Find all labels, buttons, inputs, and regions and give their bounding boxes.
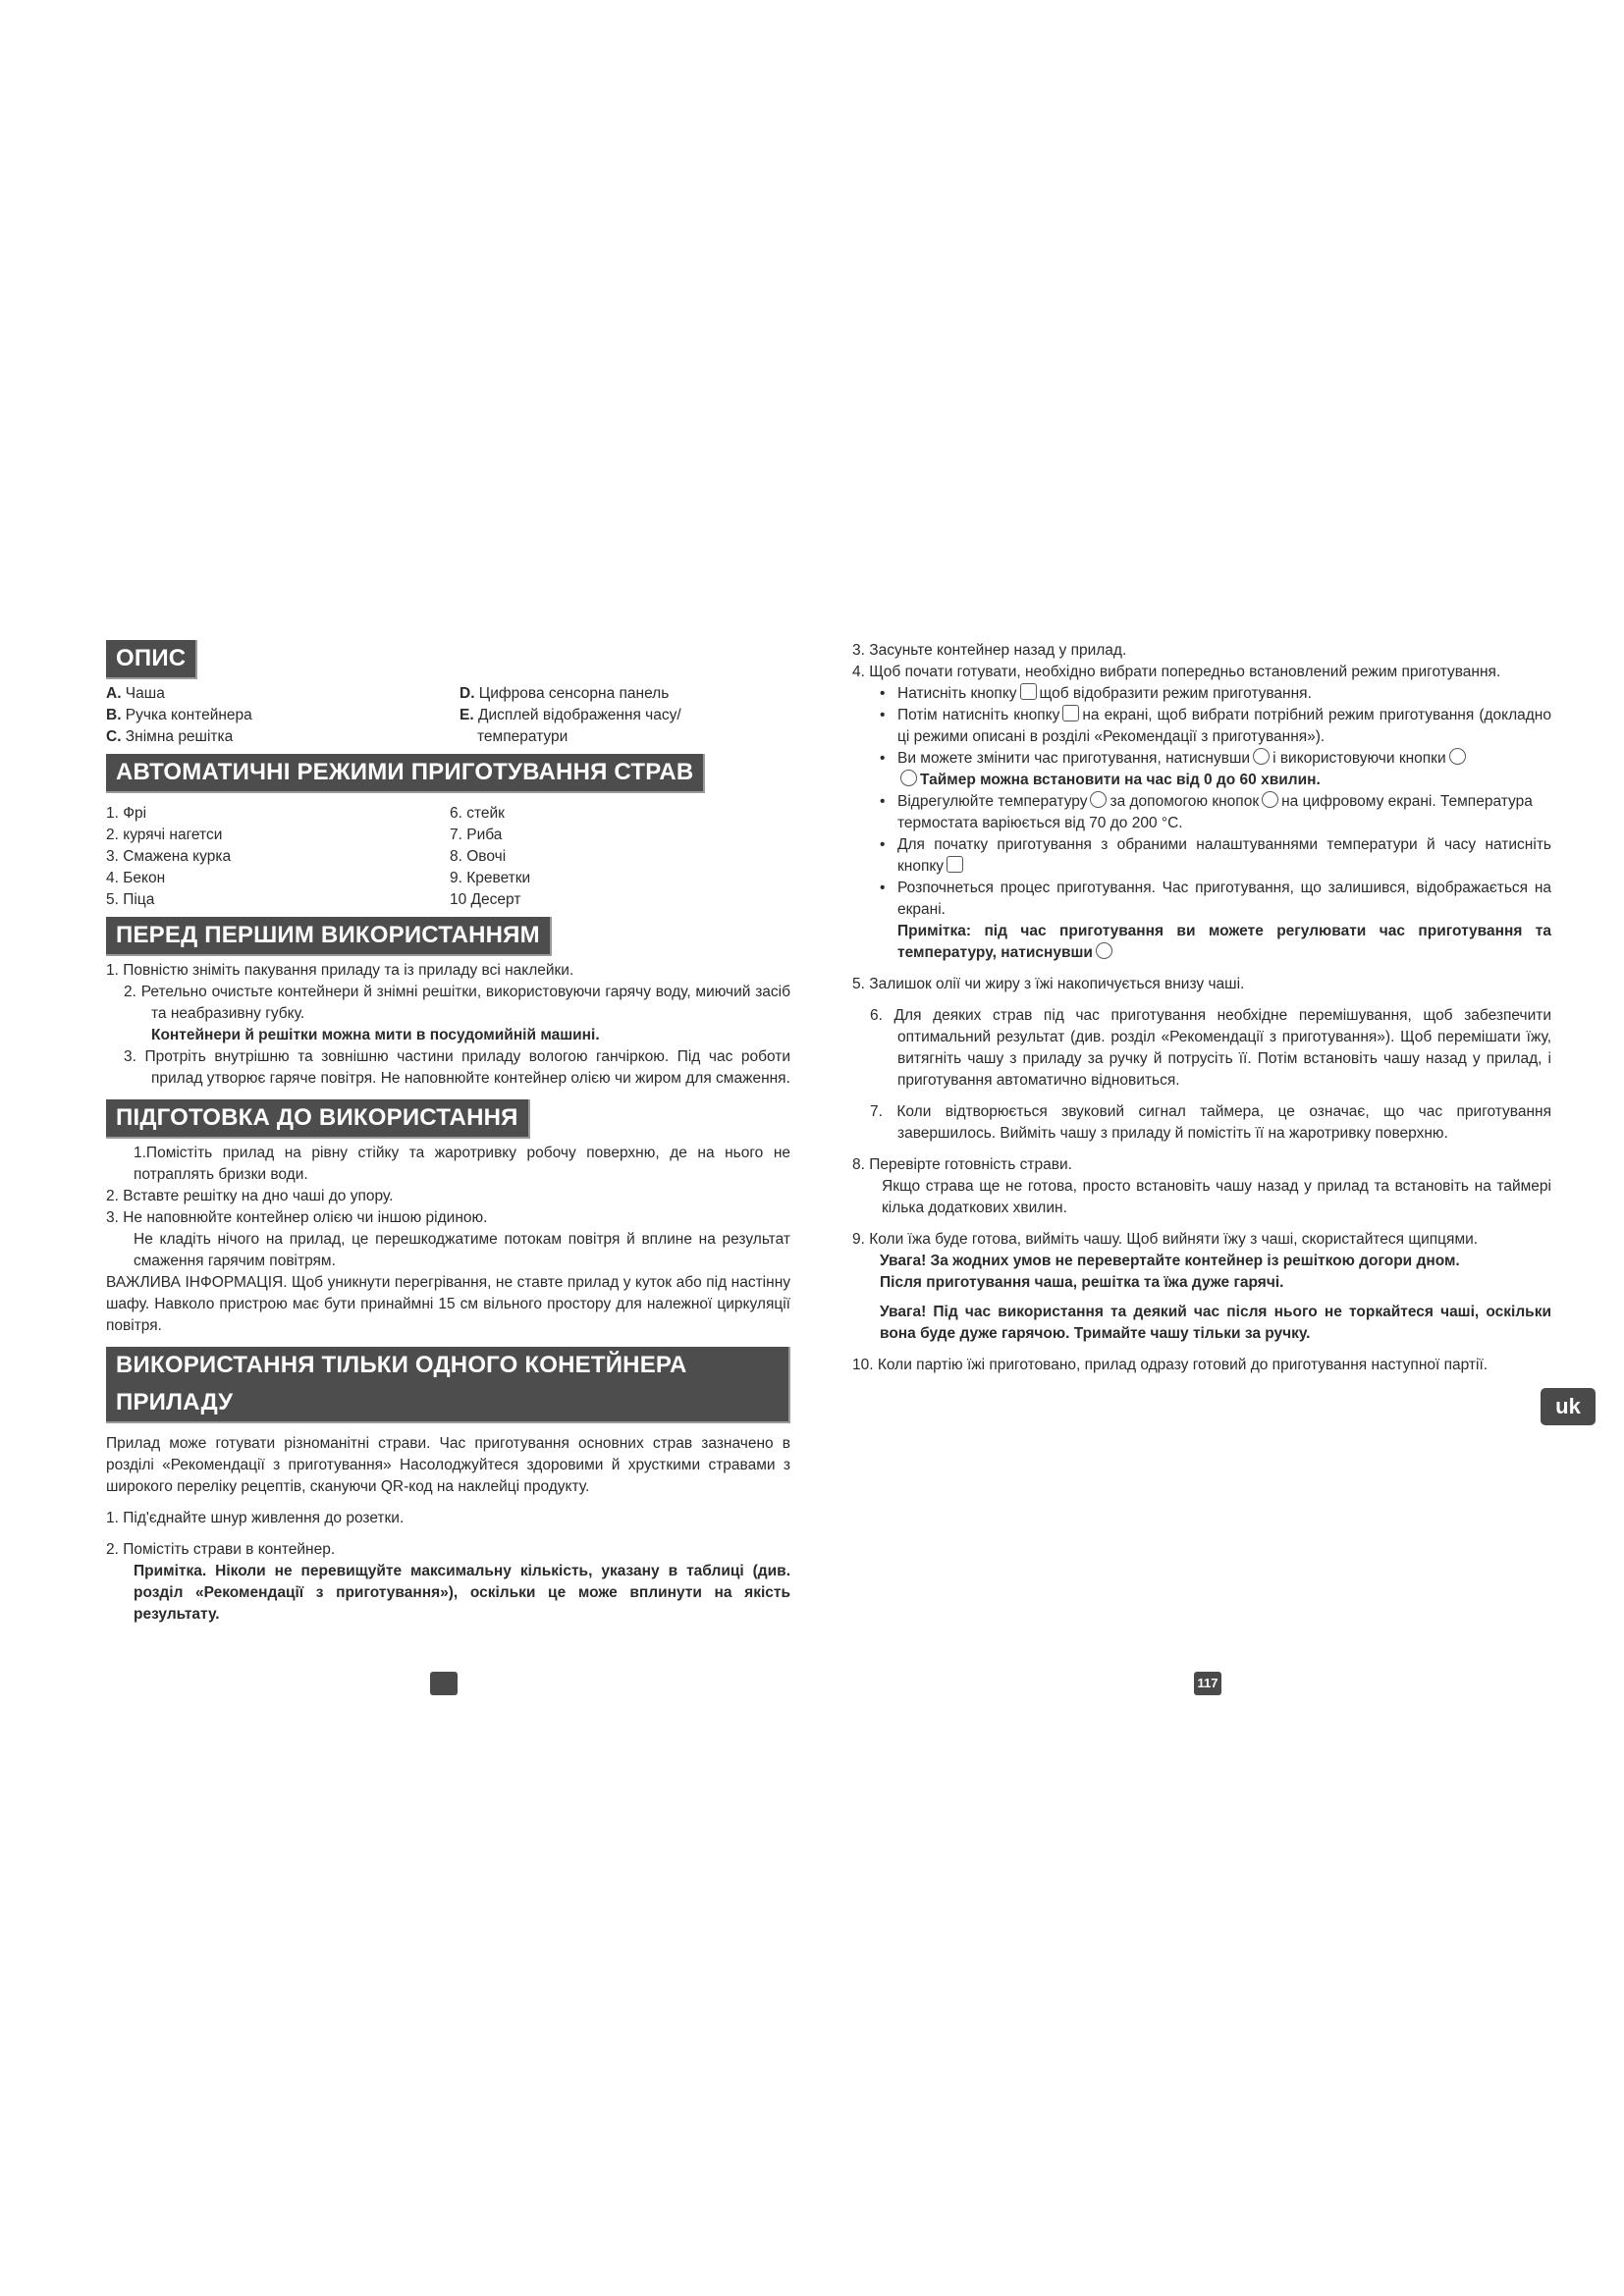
plus-icon: [1449, 748, 1466, 765]
bullet-6: • Розпочнеться процес приготування. Час приготування, що залишився, відображається на екрані.: [852, 878, 1551, 921]
temperature-icon: [1090, 791, 1107, 808]
mode-item: 6. стейк: [450, 805, 505, 822]
mode-item: 3. Смажена курка: [106, 848, 232, 865]
part-c: C. Знімна решітка: [106, 728, 234, 745]
mode-item: 2. курячі нагетси: [106, 827, 223, 843]
mode-item: 5. Піца: [106, 891, 155, 908]
single-step-2-note: Примітка. Ніколи не перевищуйте максимальну кількість, указану в таблиці (див. розділ «Рекомендації з приготування»), оскільки це може вплинути на якість результату.: [134, 1563, 790, 1623]
menu-icon: [1020, 683, 1037, 700]
single-step-1: 1. Під'єднайте шнур живлення до розетки.: [106, 1510, 405, 1526]
step-3: 3. Засуньте контейнер назад у прилад.: [852, 642, 1127, 659]
before-step-3: 3. Протріть внутрішню та зовнішню частини приладу вологою ганчіркою. Під час роботи прилад утворює гаряче повітря. Не наповнюйте контейнер олією чи жиром для смаження.: [124, 1048, 790, 1087]
note-cooking: Примітка: під час приготування ви можете регулювати час приготування та температуру, натиснувши: [897, 923, 1551, 961]
mode-item: 8. Овочі: [450, 848, 507, 865]
warning-1b: Після приготування чаша, решітка та їжа дуже гарячі.: [880, 1274, 1284, 1291]
single-intro: Прилад може готувати різноманітні страви. Час приготування основних страв зазначено в розділі «Рекомендації з приготування» Насолоджуйтеся здоровими й хрусткими стравами з широкого переліку рецептів, скануючи QR-код на наклейці продукту.: [106, 1435, 790, 1495]
bullet-3: • Ви можете змінити час приготування, натиснувши і використовуючи кнопки Таймер можна встановити на час від 0 до 60 хвилин.: [852, 748, 1551, 791]
prep-step-1: 1.Помістіть прилад на рівну стійку та жаротривку робочу поверхню, де на нього не потраплять бризки води.: [134, 1145, 790, 1183]
heading-before-first-use: ПЕРЕД ПЕРШИМ ВИКОРИСТАННЯМ: [106, 917, 552, 956]
mode-item: 10 Десерт: [450, 891, 521, 908]
step-8-note: Якщо страва ще не готова, просто встановіть чашу назад у прилад та встановіть на таймері кілька додаткових хвилин.: [882, 1178, 1551, 1216]
prep-step-2: 2. Вставте решітку на дно чаші до упору.: [106, 1188, 394, 1204]
part-b: B. Ручка контейнера: [106, 707, 252, 723]
mode-icon: [1062, 705, 1079, 721]
minus-icon: [900, 770, 917, 786]
step-4: 4. Щоб почати готувати, необхідно вибрати попередньо встановлений режим приготування.: [852, 664, 1501, 680]
mode-item: 7. Риба: [450, 827, 503, 843]
mode-item: 1. Фрі: [106, 805, 147, 822]
language-tab: uk: [1541, 1388, 1596, 1425]
parts-list: [106, 683, 790, 748]
plus-icon: [1262, 791, 1278, 808]
step-7: 7. Коли відтворюється звуковий сигнал таймера, це означає, що час приготування завершилось. Вийміть чашу з приладу й помістіть її на жаротривку поверхню.: [870, 1103, 1551, 1142]
part-d: D. Цифрова сенсорна панель: [460, 685, 670, 702]
warning-1: Увага! За жодних умов не перевертайте контейнер із решіткою догори дном.: [880, 1253, 1460, 1269]
before-step-1: 1. Повністю зніміть пакування приладу та із приладу всі наклейки.: [106, 962, 574, 979]
mode-item: 4. Бекон: [106, 870, 166, 886]
part-e: E. Дисплей відображення часу/: [460, 707, 681, 723]
prep-step-3: 3. Не наповнюйте контейнер олією чи іншою рідиною.: [106, 1209, 488, 1226]
step-10: 10. Коли партію їжі приготовано, прилад одразу готовий до приготування наступної партії.: [852, 1357, 1489, 1373]
modes-list: [106, 803, 790, 911]
start-stop-icon: [947, 856, 963, 873]
part-a: A. Чаша: [106, 685, 165, 702]
prep-step-3-note: Не кладіть нічого на прилад, це перешкоджатиме потокам повітря й вплине на результат смаження гарячим повітрям.: [134, 1231, 790, 1269]
before-step-2: 2. Ретельно очистьте контейнери й знімні решітки, використовуючи гарячу воду, миючий засіб та неабразивну губку.: [124, 984, 790, 1022]
bullet-5: • Для початку приготування з обраними налаштуваннями температури й часу натисніть кнопку: [852, 834, 1551, 878]
step-6: 6. Для деяких страв під час приготування необхідне перемішування, щоб забезпечити оптимальний результат (див. розділ «Рекомендації з приготування»). Щоб перемішати їжу, витягніть чашу з приладу за ручку й потрусіть її. Потім встановіть чашу назад у прилад, і приготування автоматично відновиться.: [870, 1007, 1551, 1089]
bullet-2: • Потім натисніть кнопку на екрані, щоб вибрати потрібний режим приготування (докладно ці режими описані в розділі «Рекомендації з приготування»).: [852, 705, 1551, 748]
timer-icon: [1253, 748, 1270, 765]
before-step-2-note: Контейнери й решітки можна мити в посудомийній машині.: [151, 1027, 600, 1043]
important-info: ВАЖЛИВА ІНФОРМАЦІЯ. Щоб уникнути перегрівання, не ставте прилад у куток або під настінну шафу. Навколо пристрою має бути принаймні 15 см вільного простору для належної циркуляції повітря.: [106, 1274, 790, 1334]
step-5: 5. Залишок олії чи жиру з їжі накопичується внизу чаші.: [852, 976, 1245, 992]
page-number-right: 117: [1194, 1672, 1221, 1695]
single-step-2: 2. Помістіть страви в контейнер.: [106, 1541, 336, 1558]
bullet-1: • Натисніть кнопку щоб відобразити режим приготування.: [852, 683, 1551, 705]
step-8: 8. Перевірте готовність страви.: [852, 1156, 1072, 1173]
page-number-left: [430, 1672, 458, 1695]
part-e-cont: температури: [477, 728, 568, 745]
warning-2: Увага! Під час використання та деякий час після нього не торкайтеся чаші, оскільки вона буде дуже гарячою. Тримайте чашу тільки за ручку.: [880, 1304, 1551, 1342]
heading-auto-modes: АВТОМАТИЧНІ РЕЖИМИ ПРИГОТУВАННЯ СТРАВ: [106, 754, 705, 793]
left-column: [106, 640, 790, 1626]
heading-description: ОПИС: [106, 640, 197, 679]
timer-icon: [1096, 942, 1112, 959]
step-9: 9. Коли їжа буде готова, вийміть чашу. Щоб вийняти їжу з чаші, скористайтеся щипцями.: [852, 1231, 1479, 1248]
bullet-4: • Відрегулюйте температуру за допомогою кнопок на цифровому екрані. Температура термостата варіюється від 70 до 200 °C.: [852, 791, 1551, 834]
heading-preparation: ПІДГОТОВКА ДО ВИКОРИСТАННЯ: [106, 1099, 530, 1139]
heading-single-container: ВИКОРИСТАННЯ ТІЛЬКИ ОДНОГО КОНЕТЙНЕРА ПРИЛАДУ: [106, 1347, 790, 1423]
mode-item: 9. Креветки: [450, 870, 531, 886]
right-column: [852, 640, 1551, 1376]
